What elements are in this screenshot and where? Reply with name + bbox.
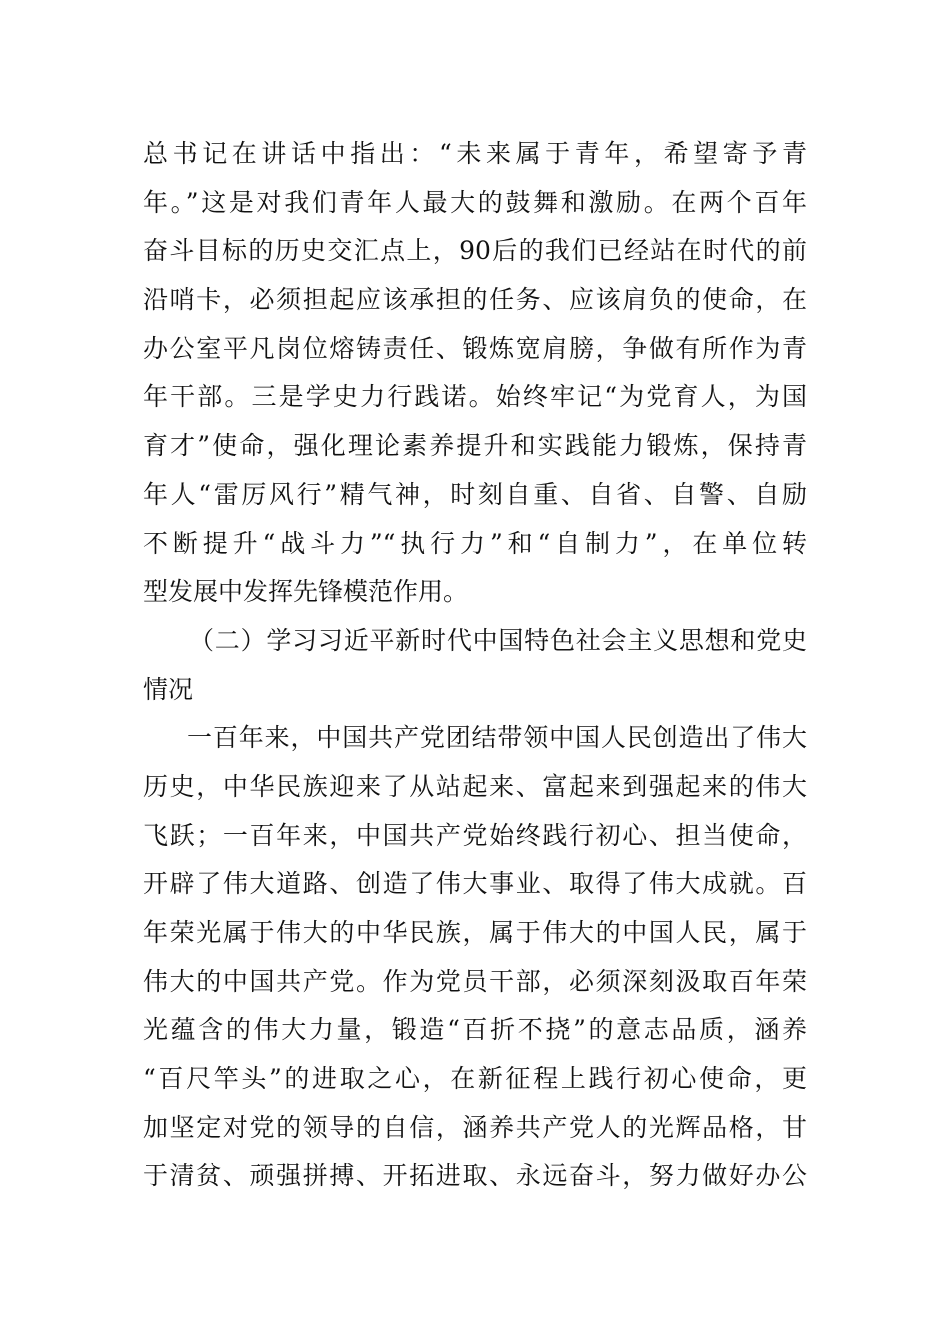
- paragraph-line: 沿哨卡，必须担起应该承担的任务、应该肩负的使命，在: [143, 285, 807, 315]
- paragraph-2: [143, 714, 807, 1201]
- paragraph-line: 奋斗目标的历史交汇点上，90后的我们已经站在时代的前: [143, 236, 807, 266]
- paragraph-line: 伟大的中国共产党。作为党员干部，必须深刻汲取百年荣: [143, 966, 807, 996]
- paragraph-line: 飞跃；一百年来，中国共产党始终践行初心、担当使命，: [143, 820, 807, 850]
- paragraph-line: 年人“雷厉风行”精气神，时刻自重、自省、自警、自励: [143, 479, 807, 509]
- paragraph-line: 加坚定对党的领导的自信，涵养共产党人的光辉品格，甘: [143, 1112, 807, 1142]
- paragraph-line: 一百年来，中国共产党团结带领中国人民创造出了伟大: [187, 723, 807, 753]
- heading-line: （二）学习习近平新时代中国特色社会主义思想和党史: [189, 625, 807, 655]
- paragraph-line: 年干部。三是学史力行践诺。始终牢记“为党育人，为国: [143, 382, 807, 412]
- document-body: [143, 130, 807, 1201]
- paragraph-line: 总书记在讲话中指出：“未来属于青年，希望寄予青: [143, 139, 807, 168]
- paragraph-line: 不断提升“战斗力”“执行力”和“自制力”，在单位转: [143, 528, 807, 558]
- section-heading: [143, 617, 807, 714]
- paragraph-line: “百尺竿头”的进取之心，在新征程上践行初心使命，更: [143, 1064, 807, 1094]
- paragraph-line: 历史，中华民族迎来了从站起来、富起来到强起来的伟大: [143, 771, 807, 801]
- heading-line: 情况: [143, 674, 194, 704]
- paragraph-line: 育才”使命，强化理论素养提升和实践能力锻炼，保持青: [143, 431, 807, 461]
- paragraph-line: 于清贫、顽强拼搏、开拓进取、永远奋斗，努力做好办公: [143, 1161, 807, 1191]
- paragraph-line: 型发展中发挥先锋模范作用。: [143, 577, 469, 607]
- paragraph-1: [143, 130, 807, 617]
- paragraph-line: 年。”这是对我们青年人最大的鼓舞和激励。在两个百年: [143, 187, 807, 217]
- paragraph-line: 办公室平凡岗位熔铸责任、锻炼宽肩膀，争做有所作为青: [143, 333, 807, 363]
- paragraph-line: 光蕴含的伟大力量，锻造“百折不挠”的意志品质，涵养: [143, 1015, 807, 1045]
- paragraph-line: 年荣光属于伟大的中华民族，属于伟大的中国人民，属于: [143, 918, 807, 947]
- paragraph-line: 开辟了伟大道路、创造了伟大事业、取得了伟大成就。百: [143, 869, 807, 899]
